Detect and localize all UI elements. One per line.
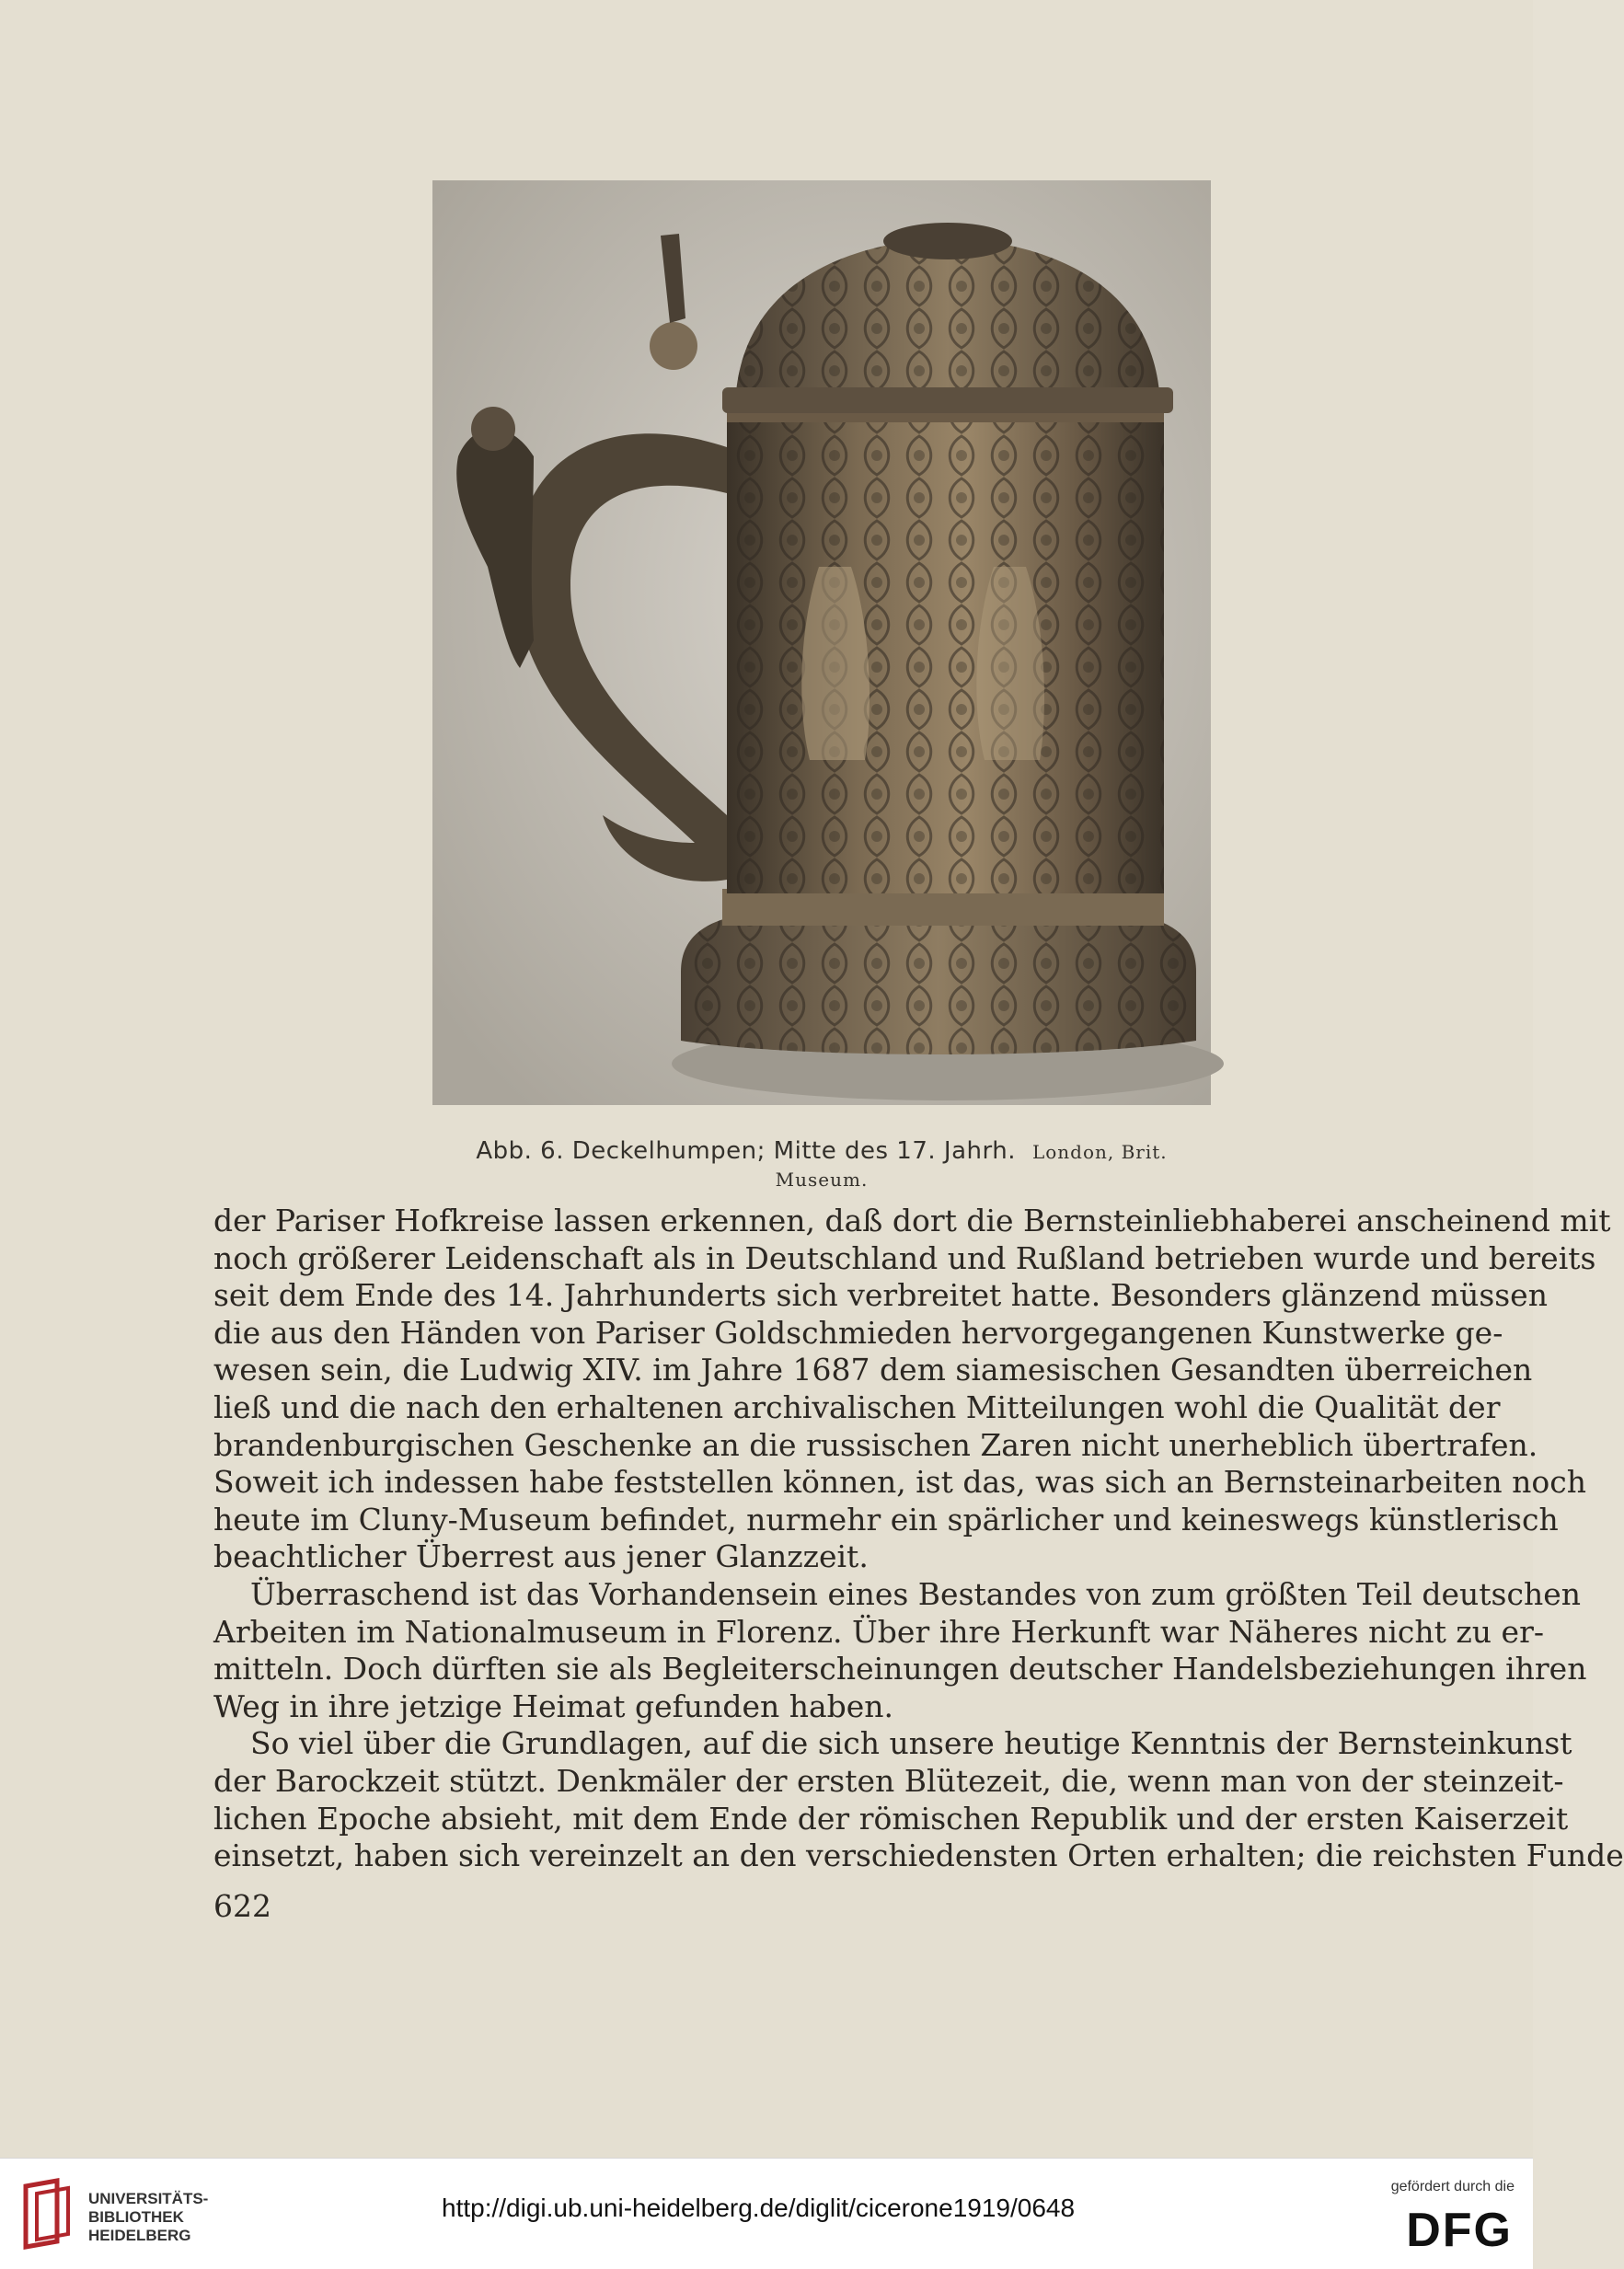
- text-line: brandenburgischen Geschenke an die russischen Zaren nicht unerheblich übertrafen.: [213, 1426, 1538, 1463]
- text-line: der Pariser Hofkreise lassen erkennen, daß dort die Bernsteinliebhaberei anscheinend mit: [213, 1203, 1611, 1238]
- text-line: heute im Cluny-Museum befindet, nurmehr ein spärlicher und keineswegs künstlerisch: [213, 1501, 1559, 1538]
- text-line: Weg in ihre jetzige Heimat gefunden haben.: [213, 1687, 894, 1724]
- caption-source: London, Brit. Museum.: [775, 1141, 1168, 1191]
- university-library-logo-icon: [20, 2177, 79, 2251]
- text-line: seit dem Ende des 14. Jahrhunderts sich verbreitet hatte. Besonders glänzend müssen: [213, 1277, 1548, 1314]
- text-line: die aus den Händen von Pariser Goldschmieden hervorgegangenen Kunstwerke ge-: [213, 1314, 1503, 1351]
- text-line: lichen Epoche absieht, mit dem Ende der römischen Republik und der ersten Kaiserzeit: [213, 1800, 1569, 1837]
- permalink-url[interactable]: http://digi.ub.uni-heidelberg.de/diglit/cicerone1919/0648: [442, 2194, 1076, 2222]
- text-line: Soweit ich indessen habe feststellen können, ist das, was sich an Bernsteinarbeiten noch: [213, 1464, 1587, 1501]
- text-line: beachtlicher Überrest aus jener Glanzzeit.: [213, 1538, 869, 1575]
- paragraph-2: [213, 1575, 1587, 1725]
- university-library-name: [88, 2190, 208, 2245]
- institution-line: BIBLIOTHEK: [88, 2208, 184, 2226]
- text-line: Überraschend ist das Vorhandensein eines Bestandes von zum größten Teil deutschen: [250, 1575, 1582, 1612]
- institution-line: UNIVERSITÄTS-: [88, 2190, 209, 2207]
- text-line: der Barockzeit stützt. Denkmäler der ersten Blütezeit, die, wenn man von der steinzeit-: [213, 1762, 1564, 1799]
- institution-line: HEIDELBERG: [88, 2227, 191, 2244]
- funding-note: gefördert durch die: [1390, 2179, 1515, 2194]
- text-line: ließ und die nach den erhaltenen archivalischen Mitteilungen wohl die Qualität der: [213, 1388, 1501, 1425]
- digitization-footer: [0, 2158, 1533, 2269]
- text-line: Arbeiten im Nationalmuseum in Florenz. Über ihre Herkunft war Näheres nicht zu er-: [213, 1613, 1544, 1650]
- text-line: einsetzt, haben sich vereinzelt an den verschiedensten Orten erhalten; die reichsten Funde: [213, 1837, 1624, 1874]
- tankard-photograph: [432, 180, 1211, 1105]
- text-line: So viel über die Grundlagen, auf die sich unsere heutige Kenntnis der Bernsteinkunst: [250, 1725, 1572, 1762]
- paragraph-1: [213, 1203, 1611, 1576]
- text-line: mitteln. Doch dürften sie als Begleiterscheinungen deutscher Handelsbeziehungen ihren: [213, 1651, 1587, 1687]
- caption-title: Abb. 6. Deckelhumpen; Mitte des 17. Jahrh.: [476, 1137, 1016, 1165]
- text-line: wesen sein, die Ludwig XIV. im Jahre 1687 dem siamesischen Gesandten überreichen: [213, 1352, 1533, 1388]
- paragraph-3: [213, 1725, 1624, 1874]
- page-number: 622: [213, 1888, 271, 1924]
- figure-caption: [432, 1137, 1211, 1192]
- dfg-logo: DFG: [1406, 2204, 1513, 2257]
- tankard-illustration: [432, 180, 1211, 1105]
- text-line: noch größerer Leidenschaft als in Deutschland und Rußland betrieben wurde und bereits: [213, 1239, 1596, 1276]
- article-body: [213, 1203, 1624, 1875]
